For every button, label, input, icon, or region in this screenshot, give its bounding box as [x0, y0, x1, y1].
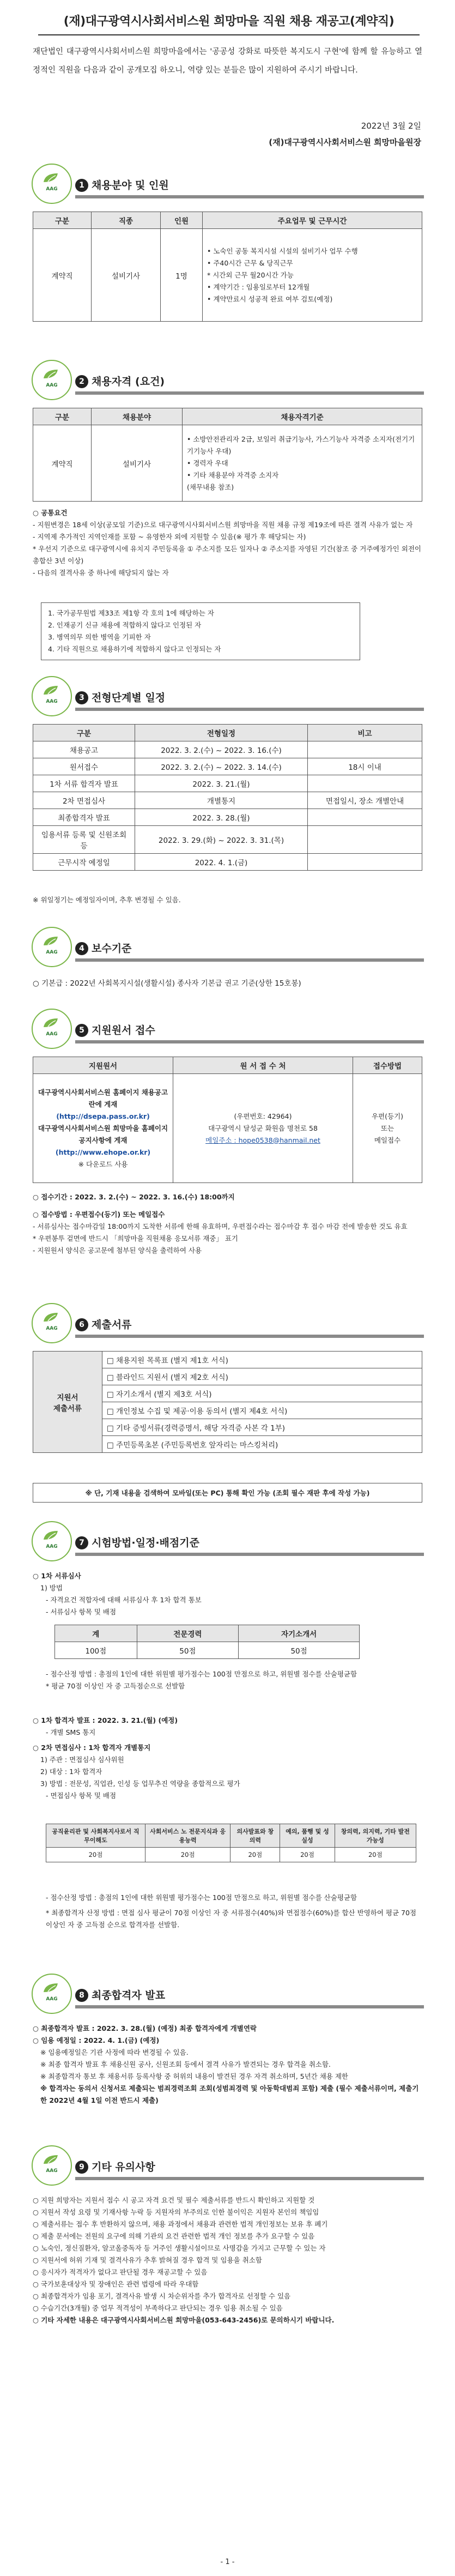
- section-header-9: [32, 2145, 424, 2187]
- recruit-table: [33, 212, 422, 322]
- pay-standard: ○ 기본급 : 2022년 사회복지시설(생활시설) 종사자 기본급 권고 기준(상한 15호봉): [33, 979, 301, 988]
- table-header: 구분: [33, 725, 135, 741]
- table-header: 예의, 품행 및 성실성: [280, 1824, 335, 1848]
- document-item: □ 블라인드 지원서 (별지 제2호 서식): [102, 1368, 422, 1385]
- other-notes: ○ 지원 희망자는 지원서 접수 시 공고 자격 요건 및 필수 제출서류를 반드시 확인하고 지원할 것 ○ 지원서 작성 요령 및 기재사항 누락 등 지원자의 부주의로 인한 불이익은 지원자 본인의 책임임 ○ 제출서류는 접수 후 반환하지 않으며, 채용 과정에서 채용과 관련한 법적 개인정보는 보유 후 폐기 ○ 제출 문서에는 전원의 요구에 의해 기관의 요건 관련한 법적 개인 정보를 추가 요구할 수 있음 ○ 노숙인, 정신질환자, 알코올중독자 등 거주인 생활시설이므로 사명감을 가지고 근무할 수 있는 자 ○ 지원서에 허위 기재 및 결격사유가 추후 밝혀질 경우 합격 및 임용을 취소함 ○ 응시자가 적격자가 없다고 판단될 경우 재공고할 수 있음 ○ 국가보훈대상자 및 장애인은 관련 법령에 따라 우대함 ○ 최종합격자가 임용 포기, 결격사유 발생 시 차순위자를 추가 합격자로 선정할 수 있음 ○ 수습기간(3개월) 중 업무 적격성이 부족하다고 판단되는 경우 임용 취소될 수 있음 ○ 기타 자세한 내용은 대구광역시사회서비스원 희망마을(053-643-2456)로 문의하시기 바랍니다.: [33, 2196, 335, 2324]
- duties-cell: • 노숙인 공동 복지시설 시설의 설비기사 업무 수행 • 주40시간 근무 & 당직근무 * 시간외 근무 월20시간 가능 • 계약기간 : 임용일로부터 12개월 • 계약만료시 성공적 완료 여부 검토(예정): [203, 229, 422, 322]
- table-header: 창의력, 의지력, 기타 발전 가능성: [335, 1824, 416, 1848]
- intro-paragraph: 재단법인 대구광역시사회서비스원 희망마을에서는 '공공성 강화로 따뜻한 복지도시 구현'에 함께 할 유능하고 열정적인 직원을 다음과 같이 공개모집 하오니, 역량 있는 분들은 많이 지원하여 주시기 바랍니다.: [33, 47, 422, 75]
- section-title: 시험방법·일정·배점기준: [92, 1537, 199, 1549]
- email-link[interactable]: 메일주소 : hope0538@hanmail.net: [205, 1136, 320, 1144]
- hope-village-logo-icon: AAG: [32, 164, 72, 204]
- section-title: 채용자격 (요건): [92, 376, 165, 388]
- final-announcement: ○ 최종합격자 발표 : 2022. 3. 28.(월) (예정) 최종 합격자에게 개별연락 ○ 임용 예정일 : 2022. 4. 1.(금) (예정) ※ 임용예정일은 기관 사정에 따라 변경될 수 있음. ※ 최종 합격자 발표 후 채용신원 공사, 신원조회 등에서 결격 사유가 발견되는 경우 합격을 취소함. ※ 최종합격자 통보 후 채용서류 등록사항 중 허위의 내용이 발견된 경우 자격 취소하며, 5년간 채용 제한 ※ 합격자는 동의서 신청서로 제출되는 범죄경력조회 조회(성범죄경력 및 아동학대범죄 포함) 제출 (필수 제출서류이며, 제출기한 2022년 4월 1일 이전 반드시 제출): [33, 2024, 419, 2104]
- table-cell: 100점: [55, 1642, 137, 1659]
- table-header: 원 서 접 수 처: [173, 1057, 353, 1074]
- table-header: 접수방법: [353, 1057, 422, 1074]
- document-item: □ 자기소개서 (별지 제3호 서식): [102, 1385, 422, 1402]
- interview-score-table: [46, 1824, 416, 1862]
- table-cell: 20점: [46, 1848, 145, 1862]
- exam-scoring-notes: - 점수산정 방법 : 총점의 1인에 대한 위원별 평가점수는 100점 만점으로 하고, 위원별 점수를 산술평균함 * 평균 70점 이상인 자 중 고득점순으로 선발함: [46, 1670, 357, 1690]
- document-item: □ 기타 증빙서류(경력증명서, 해당 자격증 사본 각 1부): [102, 1419, 422, 1436]
- section-title: 채용분야 및 인원: [92, 179, 169, 191]
- table-cell: 설비기사: [92, 229, 161, 322]
- documents-note: ※ 단, 기재 내용을 검색하여 모바일(또는 PC) 통해 확인 가능 (조회 필수 재판 후에 작성 가능): [33, 1483, 422, 1503]
- table-header: 채용자격기준: [183, 408, 422, 425]
- document-title: (재)대구광역시사회서비스원 희망마을 직원 채용 재공고(계약직): [38, 12, 420, 35]
- section-header-1: [32, 164, 424, 205]
- hope-village-logo-icon: AAG: [32, 1009, 72, 1049]
- hope-village-logo-icon: AAG: [32, 676, 72, 716]
- table-header: 비고: [308, 725, 422, 741]
- form-download-cell: 대구광역시사회서비스원 홈페이지 채용공고란에 게재 (http://dsepa.pass.or.kr) 대구광역시사회서비스원 희망마을 홈페이지 공지사항에 게재 (http://www.ehope.or.kr) ※ 다운로드 사용: [33, 1074, 173, 1183]
- page-number: - 1 -: [220, 2558, 235, 2566]
- table-header: 구분: [33, 212, 92, 229]
- documents-label: 지원서 제출서류: [33, 1352, 102, 1453]
- table-header: 공직윤리관 및 사회복지사로서 직무이해도: [46, 1824, 145, 1848]
- section-number: 9: [75, 2161, 88, 2174]
- section-number: 1: [75, 179, 88, 192]
- section-number: 3: [75, 691, 88, 704]
- section-title: 기타 유의사항: [92, 2161, 155, 2173]
- table-row: 임용서류 등록 및 신원조회 등 2022. 3. 29.(화) ~ 2022. 3. 31.(목): [33, 826, 422, 854]
- hope-village-logo-icon: AAG: [32, 360, 72, 400]
- table-cell: 계약직: [33, 229, 92, 322]
- section-number: 4: [75, 942, 88, 955]
- table-header: 계: [55, 1625, 137, 1642]
- section-header-7: [32, 1521, 424, 1563]
- documents-table: [33, 1351, 422, 1453]
- section-number: 2: [75, 375, 88, 388]
- table-header: 전문경력: [137, 1625, 239, 1642]
- section-number: 7: [75, 1536, 88, 1549]
- section-header-4: [32, 927, 424, 968]
- table-header: 채용분야: [92, 408, 183, 425]
- table-header: 구분: [33, 408, 92, 425]
- hope-village-logo-icon: AAG: [32, 1974, 72, 2014]
- table-header: 자기소개서: [239, 1625, 360, 1642]
- document-item: □ 주민등록초본 (주민등록번호 앞자리는 마스킹처리): [102, 1436, 422, 1453]
- section-header-3: [32, 676, 424, 717]
- table-header: 인원: [161, 212, 203, 229]
- section-title: 보수기준: [92, 943, 132, 955]
- table-row: 원서접수 2022. 3. 2.(수) ~ 2022. 3. 14.(수) 18시 이내: [33, 758, 422, 775]
- section-title: 지원원서 접수: [92, 1024, 155, 1036]
- table-cell: 계약직: [33, 425, 92, 502]
- section-number: 8: [75, 1989, 88, 2002]
- table-row: 채용공고 2022. 3. 2.(수) ~ 2022. 3. 16.(수): [33, 741, 422, 758]
- document-score-table: [54, 1625, 360, 1659]
- section-number: 6: [75, 1318, 88, 1331]
- exam-stage1: ○ 1차 서류심사 1) 방법 - 자격요건 적합자에 대해 서류심사 후 1차 합격 통보 - 서류심사 항목 및 배점: [33, 1572, 202, 1616]
- disqualification-box: 1. 국가공무원법 제33조 제1항 각 호의 1에 해당하는 자 2. 인재공기 신규 채용에 적합하지 않다고 인정된 자 3. 병역의무 의한 병역을 기피한 자 4. 기타 직원으로 채용하기에 적합하지 않다고 인정되는 자: [41, 602, 360, 660]
- table-cell: 50점: [137, 1642, 239, 1659]
- table-cell: 20점: [145, 1848, 230, 1862]
- table-row: 최종합격자 발표 2022. 3. 28.(월): [33, 809, 422, 826]
- table-cell: 50점: [239, 1642, 360, 1659]
- table-header: 전형일정: [135, 725, 308, 741]
- announcement-date: 2022년 3월 2일: [361, 121, 421, 131]
- table-cell: 20점: [230, 1848, 280, 1862]
- submission-method-cell: 우편(등기) 또는 메일접수: [353, 1074, 422, 1183]
- schedule-note: ※ 위일정기는 예정일자이며, 추후 변경될 수 있음.: [33, 896, 181, 904]
- organization-signature: (재)대구광역시사회서비스원 희망마을원장: [269, 137, 421, 147]
- table-header: 사회서비스 노 전문지식과 응용능력: [145, 1824, 230, 1848]
- hope-village-logo-icon: AAG: [32, 927, 72, 967]
- qualification-table: [33, 408, 422, 502]
- table-header: 의사발표와 창의력: [230, 1824, 280, 1848]
- table-header: 직종: [92, 212, 161, 229]
- exam-stage2: ○ 1차 합격자 발표 : 2022. 3. 21.(월) (예정) - 개별 SMS 통지 ○ 2차 면접심사 : 1차 합격자 개별통지 1) 주관 : 면접심사 심사위원 2) 대상 : 1차 합격자 3) 방법 : 전문성, 직업관, 인성 등 업무추진 역량을 종합적으로 평가 - 면접심사 항목 및 배점: [33, 1716, 240, 1800]
- table-cell: 20점: [335, 1848, 416, 1862]
- table-row: 1차 서류 합격자 발표 2022. 3. 21.(월): [33, 775, 422, 792]
- application-notes: ○ 접수기간 : 2022. 3. 2.(수) ~ 2022. 3. 16.(수) 18:00까지 ○ 접수방법 : 우편접수(등기) 또는 메일접수 - 서류심사는 접수마감일 18:00까지 도착한 서류에 한해 유효하며, 우편접수라는 접수마감 후 접수 마감 전에 발송한 것도 유효 * 우편봉투 겉면에 반드시 「희망마을 직원채용 응모서류 재중」 표기 - 지원원서 양식은 공고문에 첨부된 양식을 출력하여 사용: [33, 1193, 408, 1254]
- document-item: □ 개인정보 수집 및 제공·이용 동의서 (별지 제4호 서식): [102, 1402, 422, 1419]
- final-scoring-notes: - 점수산정 방법 : 총점의 1인에 대한 위원별 평가점수는 100점 만점으로 하고, 위원별 점수를 산술평균함 * 최종합격자 산정 방법 : 면접 심사 평균이 70점 이상인 자 중 서류점수(40%)와 면접점수(60%)를 합산 반영하여 평균 70점 이상인 자 중 고득점 순으로 합격자를 선발함.: [46, 1893, 416, 1929]
- submission-address-cell: (우편번호: 42964) 대구광역시 달성군 화원읍 명천로 58 메일주소 : hope0538@hanmail.net: [173, 1074, 353, 1183]
- hope-village-logo-icon: AAG: [32, 1303, 72, 1343]
- table-cell: 20점: [280, 1848, 335, 1862]
- criteria-cell: • 소방안전관리자 2급, 보일러 취급기능사, 가스기능사 자격증 소지자(전기기기기능사 우대) • 경력자 우대 • 기타 채용분야 자격증 소지자 (채무내용 참조): [183, 425, 422, 502]
- table-cell: 설비기사: [92, 425, 183, 502]
- table-cell: 1명: [161, 229, 203, 322]
- document-item: □ 채용지원 목록표 (별지 제1호 서식): [102, 1352, 422, 1368]
- section-title: 최종합격자 발표: [92, 1989, 166, 2001]
- table-row: 2차 면접심사 개별통지 면접일시, 장소 개별안내: [33, 792, 422, 809]
- hope-village-logo-icon: AAG: [32, 1521, 72, 1561]
- section-header-2: [32, 360, 424, 401]
- hope-village-logo-icon: AAG: [32, 2145, 72, 2186]
- section-header-8: [32, 1974, 424, 2015]
- application-table: [33, 1057, 422, 1183]
- section-title: 제출서류: [92, 1319, 132, 1331]
- table-header: 주요업무 및 근무시간: [203, 212, 422, 229]
- common-requirements: ○ 공통요건 - 지원변경은 18세 이상(공모일 기준)으로 대구광역시사회서비스원 희망마을 직원 채용 규정 제19조에 따른 결격 사유가 없는 자 - 지역제 추가적인 지역인재를 포함 ~ 유영한자 외에 지원할 수 있음(※ 평가 후 해당되는 자) * 우선지 기준으로 대구광역시에 유치지 주민등록을 ① 주소지를 모든 일자나 ② 주소지를 자영된 기간(참조 중 거주예정가인 외전이 총합산 3년 이상) - 다음의 결격사유 중 하나에 해당되지 않는 자: [33, 509, 421, 577]
- schedule-table: [33, 724, 422, 871]
- section-header-5: [32, 1009, 424, 1050]
- section-header-6: [32, 1303, 424, 1344]
- ehope-link[interactable]: (http://www.ehope.or.kr): [55, 1148, 151, 1156]
- dsepa-link[interactable]: (http://dsepa.pass.or.kr): [56, 1112, 150, 1120]
- section-title: 전형단계별 일정: [92, 692, 166, 704]
- table-row: 근무시작 예정일 2022. 4. 1.(금): [33, 854, 422, 871]
- section-number: 5: [75, 1024, 88, 1037]
- table-header: 지원원서: [33, 1057, 173, 1074]
